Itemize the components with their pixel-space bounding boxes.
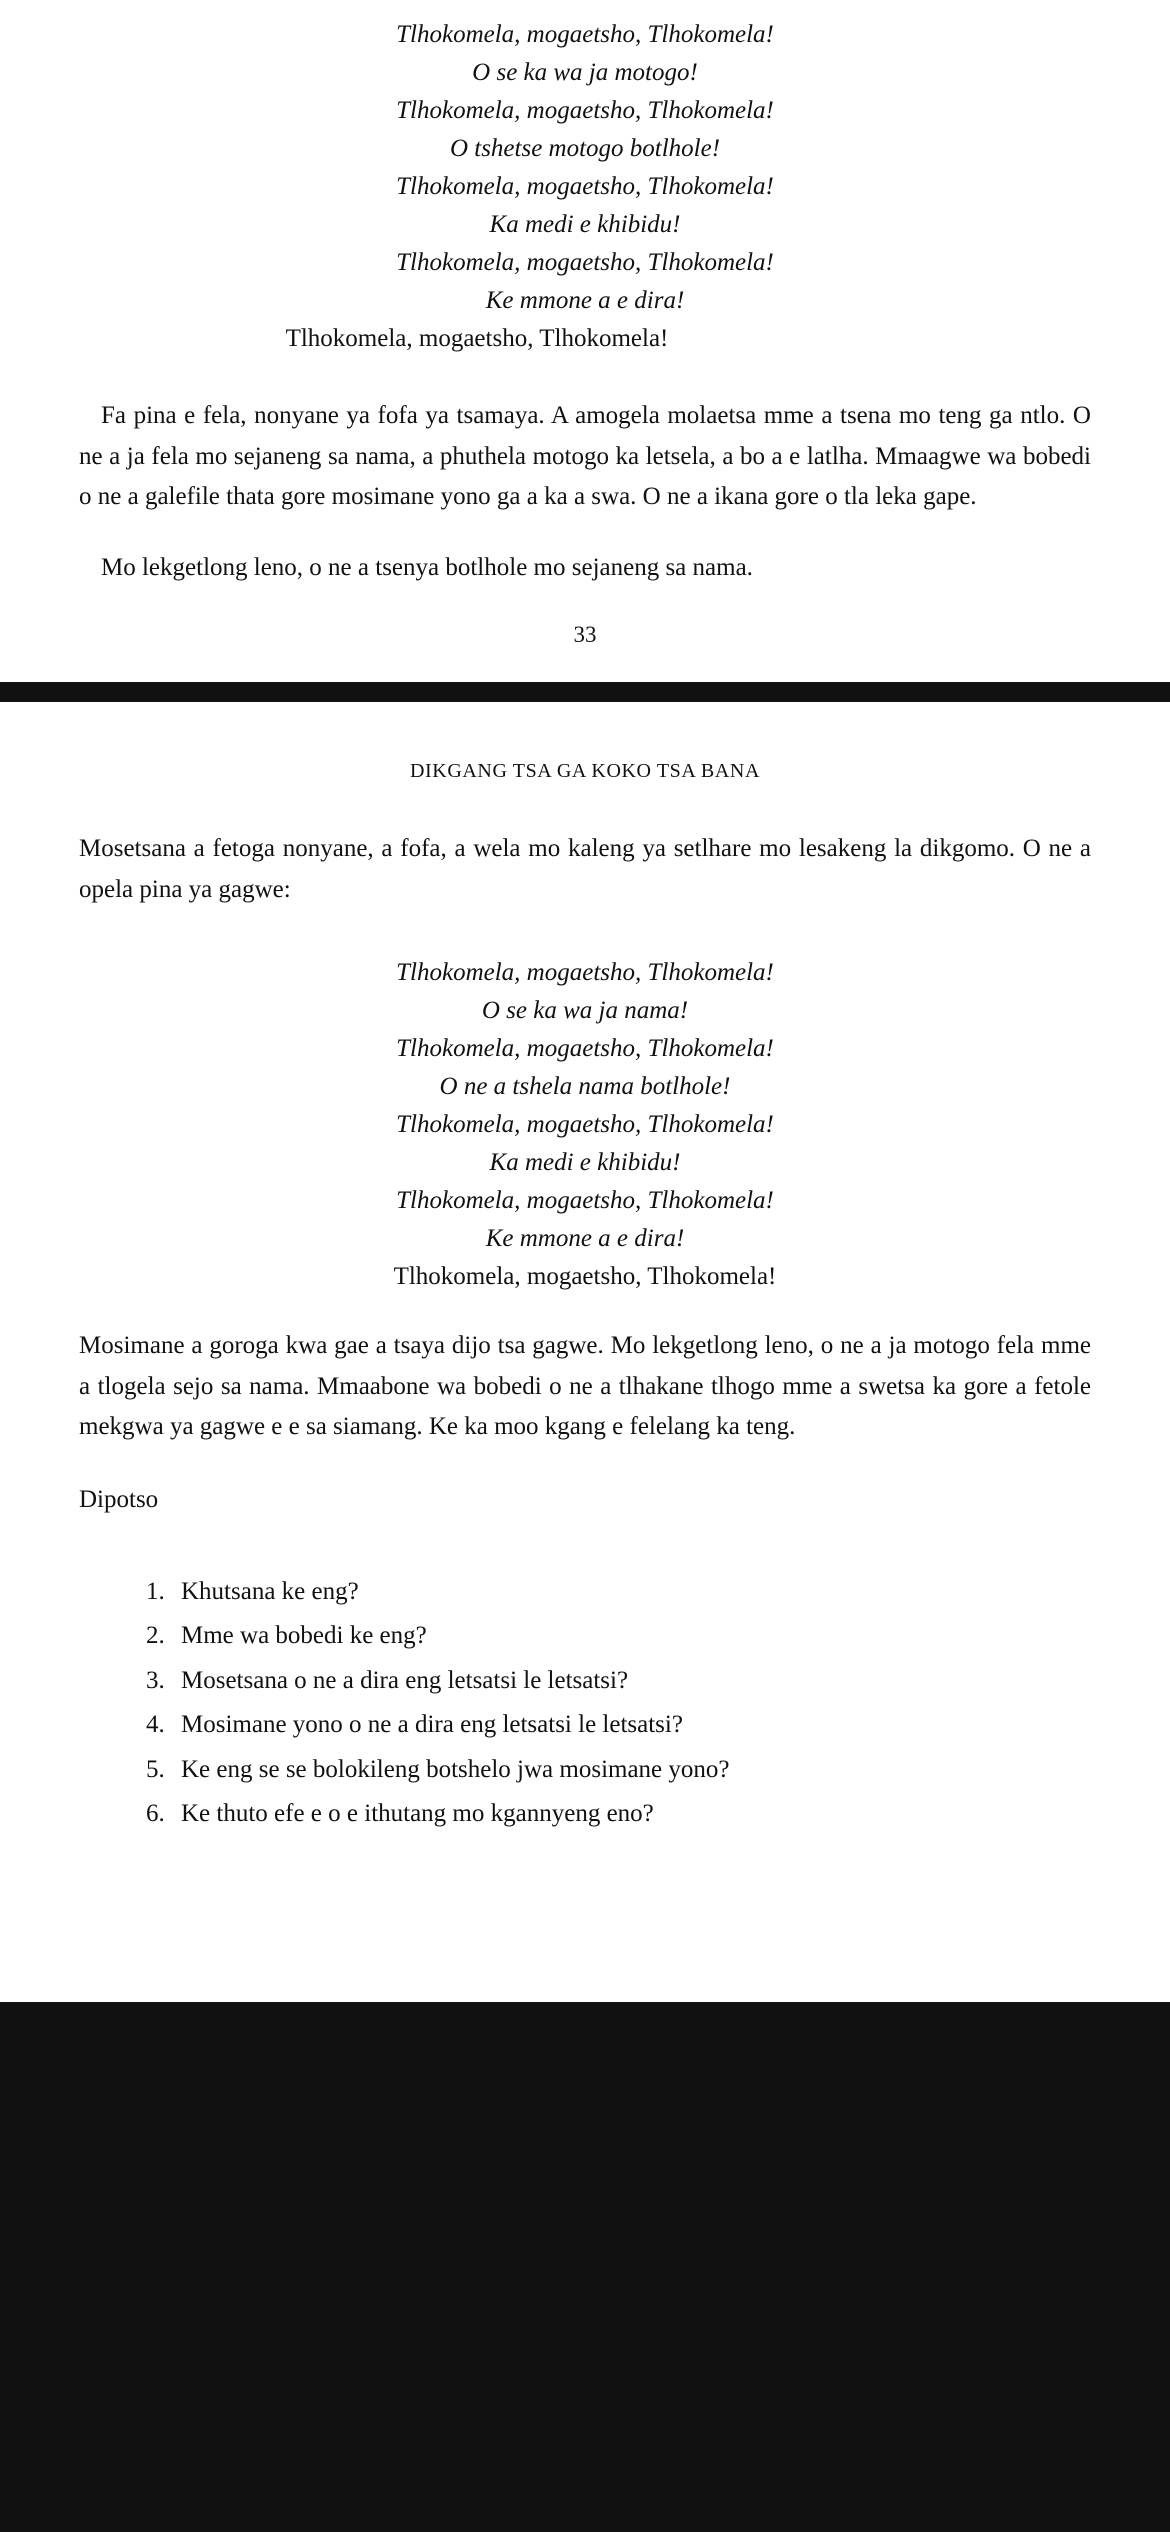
paragraph: Mosetsana a fetoga nonyane, a fofa, a wela mo kaleng ya setlhare mo lesakeng la dikgomo. O ne a opela pina ya gagwe: — [79, 835, 1091, 903]
list-item: 3. Mosetsana o ne a dira eng letsatsi le letsatsi? — [171, 1659, 1091, 1704]
document-page-34 — [0, 702, 1170, 2002]
page-separator — [0, 682, 1170, 702]
verse-line: Tlhokomela, mogaetsho, Tlhokomela! — [396, 959, 774, 986]
list-item: 1. Khutsana ke eng? — [171, 1570, 1091, 1615]
verse-line: Tlhokomela, mogaetsho, Tlhokomela! — [396, 1187, 774, 1214]
paragraph: Fa pina e fela, nonyane ya fofa ya tsamaya. A amogela molaetsa mme a tsena mo teng ga ntlo. O ne a ja fela mo sejaneng sa nama, a phuthela motogo ka letsela, a bo a e latlha. Mmaagwe wa bobedi o ne a galefile thata gore mosimane yono ga a ka a swa. O ne a ikana gore o tla leka gape. — [79, 402, 1091, 510]
page-33-content — [79, 16, 1091, 648]
verse-line: Tlhokomela, mogaetsho, Tlhokomela! — [396, 1111, 774, 1138]
list-item: 5. Ke eng se se bolokileng botshelo jwa mosimane yono? — [171, 1748, 1091, 1793]
verse-line: O se ka wa ja nama! — [481, 997, 689, 1024]
page-number: 33 — [573, 622, 597, 647]
verse-line: Tlhokomela, mogaetsho, Tlhokomela! — [396, 249, 774, 276]
verse-line: Ke mmone a e dira! — [485, 1225, 685, 1252]
document-page-33 — [0, 0, 1170, 682]
verse-line: Ke mmone a e dira! — [485, 287, 685, 314]
list-item: 6. Ke thuto efe e o e ithutang mo kgannyeng eno? — [171, 1792, 1091, 1837]
verse-line-final: Tlhokomela, mogaetsho, Tlhokomela! — [393, 1263, 777, 1290]
verse-line: O ne a tshela nama botlhole! — [439, 1073, 731, 1100]
song-verse-block-1 — [79, 16, 1091, 358]
paragraph: Mosimane a goroga kwa gae a tsaya dijo tsa gagwe. Mo lekgetlong leno, o ne a ja motogo fela mme a tlogela sejo sa nama. Mmaabone wa bobedi o ne a tlhakane tlhogo mme a swetsa ka gore a fetole mekgwa ya gagwe e e sa siamang. Ke ka moo kgang e felelang ka teng. — [79, 1332, 1091, 1440]
questions-label: Dipotso — [79, 1485, 159, 1513]
list-item: 2. Mme wa bobedi ke eng? — [171, 1614, 1091, 1659]
verse-line: Ka medi e khibidu! — [489, 211, 681, 238]
running-head: DIKGANG TSA GA KOKO TSA BANA — [410, 760, 760, 782]
verse-line: O tshetse motogo botlhole! — [449, 135, 721, 162]
page-34-content — [79, 760, 1091, 1837]
song-verse-block-2 — [79, 954, 1091, 1296]
list-item: 4. Mosimane yono o ne a dira eng letsatsi le letsatsi? — [171, 1703, 1091, 1748]
verse-line: Tlhokomela, mogaetsho, Tlhokomela! — [396, 1035, 774, 1062]
verse-line: Ka medi e khibidu! — [489, 1149, 681, 1176]
verse-line-final: Tlhokomela, mogaetsho, Tlhokomela! — [285, 325, 669, 352]
paragraph: Mo lekgetlong leno, o ne a tsenya botlhole mo sejaneng sa nama. — [101, 553, 753, 581]
verse-line: O se ka wa ja motogo! — [472, 59, 698, 86]
verse-line: Tlhokomela, mogaetsho, Tlhokomela! — [396, 21, 774, 48]
verse-line: Tlhokomela, mogaetsho, Tlhokomela! — [396, 173, 774, 200]
verse-line: Tlhokomela, mogaetsho, Tlhokomela! — [396, 97, 774, 124]
questions-list — [79, 1570, 1091, 1837]
